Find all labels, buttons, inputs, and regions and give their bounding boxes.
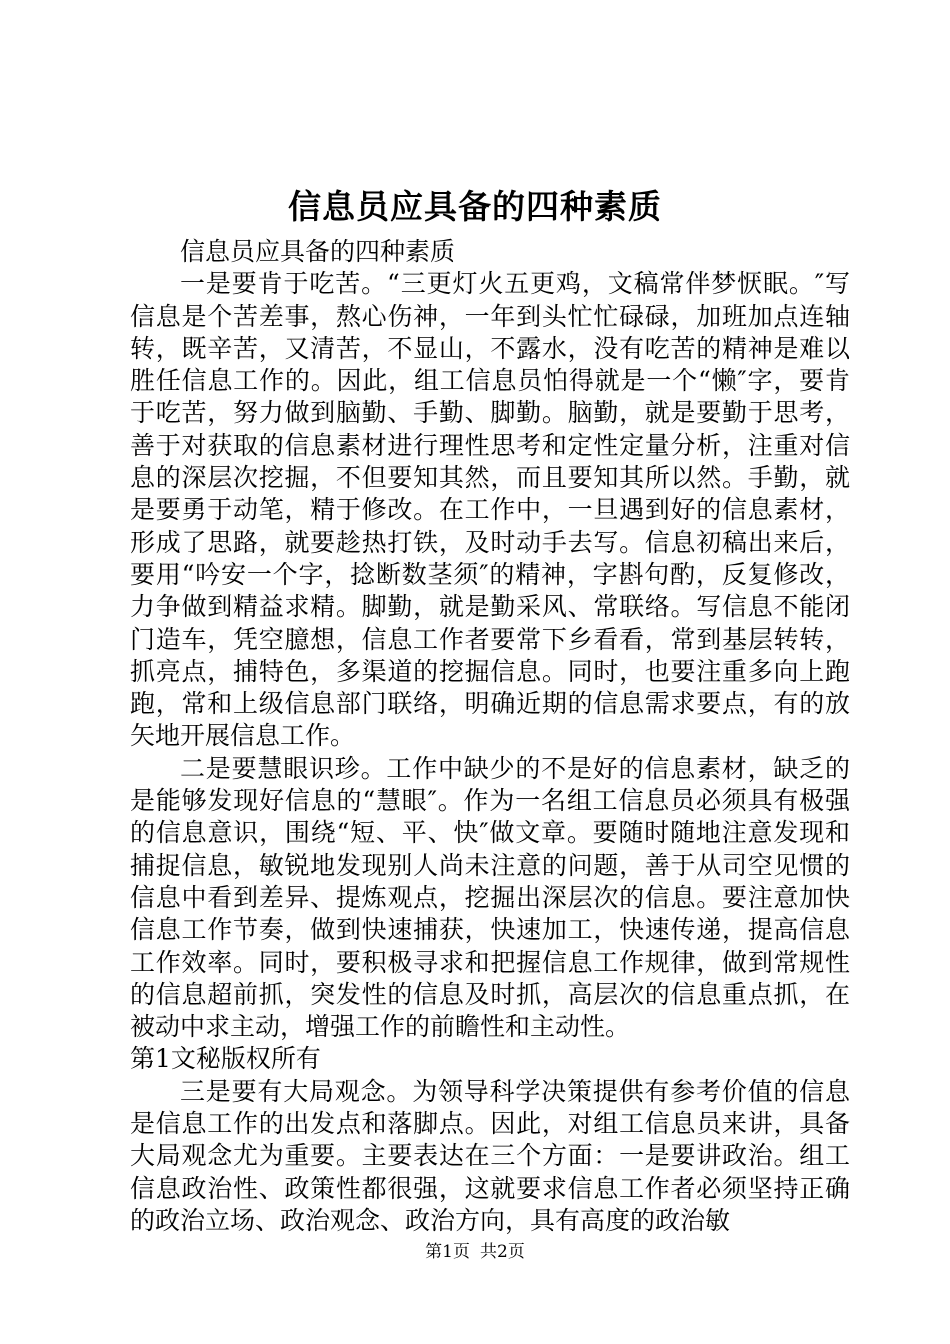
page-number: 第1页 bbox=[425, 1242, 470, 1262]
page-total: 共2页 bbox=[480, 1242, 525, 1262]
paragraph-subtitle: 信息员应具备的四种素质 bbox=[180, 237, 456, 266]
copyright-note: 第1文秘版权所有 bbox=[130, 1044, 321, 1074]
paragraph-2: 二是要慧眼识珍。工作中缺少的不是好的信息素材，缺乏的是能够发现好信息的“慧眼″。作为一名组工信息员必须具有极强的信息意识，围绕“短、平、快″做文章。要随时随地注意发现和捕捉信息，敏锐地发现别人尚未注意的问题，善于从司空见惯的信息中看到差异、提炼观点，挖掘出深层次的信息。要注意加快信息工作节奏，做到快速捕获，快速加工，快速传递，提高信息工作效率。同时，要积极寻求和把握信息工作规律，做到常规性的信息超前抓，突发性的信息及时抓，高层次的信息重点抓，在被动中求主动，增强工作的前瞻性和主动性。 bbox=[130, 753, 850, 1042]
paragraph-3: 三是要有大局观念。为领导科学决策提供有参考价值的信息是信息工作的出发点和落脚点。因此，对组工信息员来讲，具备大局观念尤为重要。主要表达在三个方面：一是要讲政治。组工信息政治性、政策性都很强，这就要求信息工作者必须坚持正确的政治立场、政治观念、政治方向，具有高度的政治敏 bbox=[130, 1076, 850, 1235]
paragraph-1: 一是要肯于吃苦。“三更灯火五更鸡，文稿常伴梦恹眠。″写信息是个苦差事，熬心伤神，一年到头忙忙碌碌，加班加点连轴转，既辛苦，又清苦，不显山，不露水，没有吃苦的精神是难以胜任信息工作的。因此，组工信息员怕得就是一个“懒″字，要肯于吃苦，努力做到脑勤、手勤、脚勤。脑勤，就是要勤于思考，善于对获取的信息素材进行理性思考和定性定量分析，注重对信息的深层次挖掘，不但要知其然，而且要知其所以然。手勤，就是要勇于动笔，精于修改。在工作中，一旦遇到好的信息素材，形成了思路，就要趁热打铁，及时动手去写。信息初稿出来后，要用“吟安一个字，捻断数茎须″的精神，字斟句酌，反复修改，力争做到精益求精。脚勤，就是勤采风、常联络。写信息不能闭门造车，凭空臆想，信息工作者要常下乡看看，常到基层转转，抓亮点，捕特色，多渠道的挖掘信息。同时，也要注重多向上跑跑，常和上级信息部门联络，明确近期的信息需求要点，有的放矢地开展信息工作。 bbox=[130, 269, 850, 751]
document-body bbox=[130, 236, 850, 1237]
document-title: 信息员应具备的四种素质 bbox=[288, 187, 662, 226]
page-footer bbox=[0, 1240, 950, 1264]
